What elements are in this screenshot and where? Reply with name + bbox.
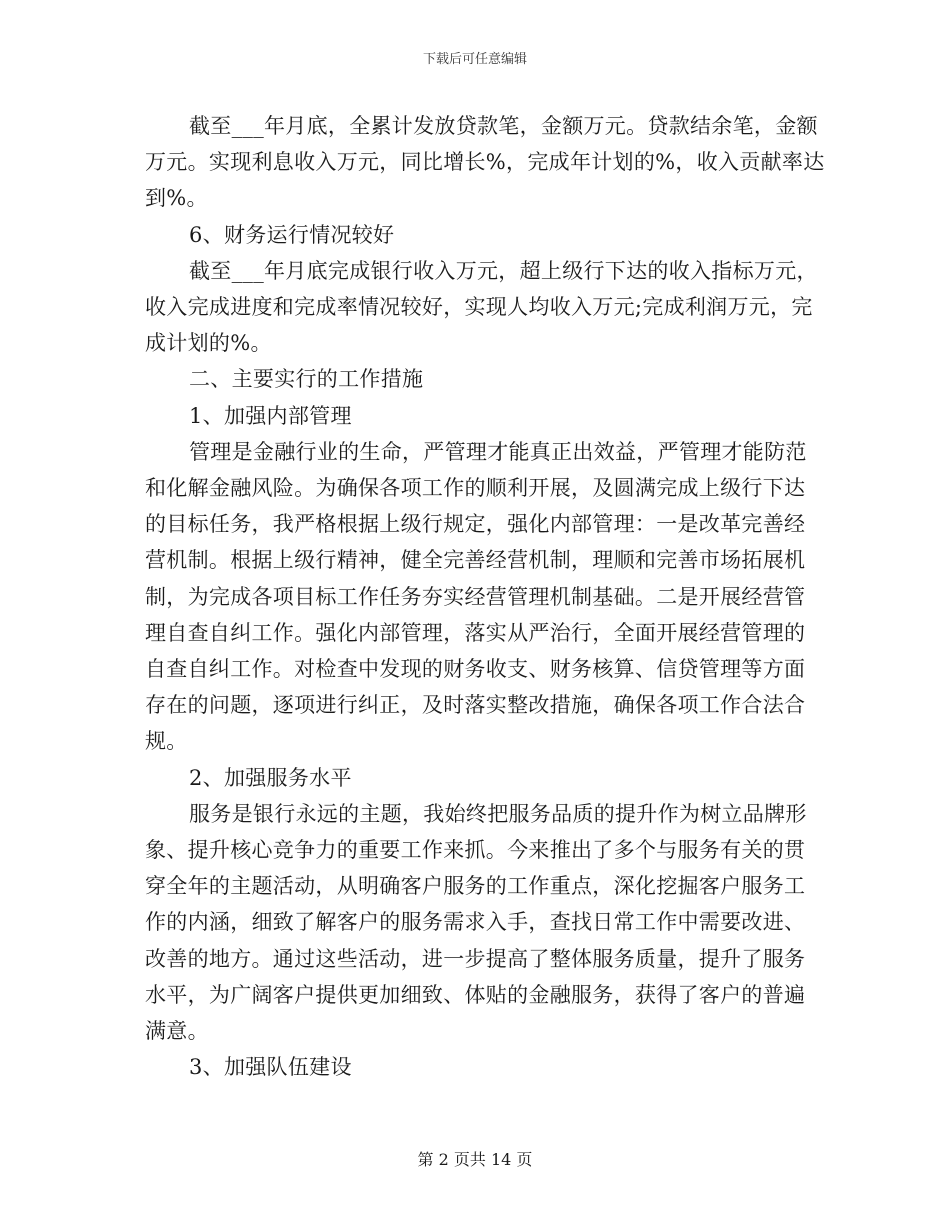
heading-finance-operation: 6、财务运行情况较好 (189, 222, 395, 247)
paragraph-loan-summary: 截至___年月底，全累计发放贷款笔，金额万元。贷款结余笔，金额万元。实现利息收入万元，同比增长%，完成年计划的%，收入贡献率达到%。 (145, 114, 825, 211)
paragraph-finance-summary: 截至___年月底完成银行收入万元，超上级行下达的收入指标万元，收入完成进度和完成率情况较好，实现人均收入万元;完成利润万元，完成计划的%。 (145, 258, 818, 356)
document-body (145, 108, 825, 1085)
heading-internal-management: 1、加强内部管理 (189, 403, 352, 428)
page-number: 第 2 页共 14 页 (417, 1150, 533, 1169)
paragraph-internal-management: 管理是金融行业的生命，严管理才能真正出效益，严管理才能防范和化解金融风险。为确保各项工作的顺利开展，及圆满完成上级行下达的目标任务，我严格根据上级行规定，强化内部管理：一是改革完善经营机制。根据上级行精神，健全完善经营机制，理顺和完善市场拓展机制，为完成各项目标工作任务夯实经营管理机制基础。二是开展经营管理自查自纠工作。强化内部管理，落实从严治行，全面开展经营管理的自查自纠工作。对检查中发现的财务收支、财务核算、信贷管理等方面存在的问题，逐项进行纠正，及时落实整改措施，确保各项工作合法合规。 (145, 439, 807, 754)
heading-team-building: 3、加强队伍建设 (189, 1055, 352, 1080)
heading-main-measures: 二、主要实行的工作措施 (189, 367, 424, 392)
heading-service-level: 2、加强服务水平 (189, 765, 352, 790)
page-header: 下载后可任意编辑 (422, 52, 527, 67)
paragraph-service-level: 服务是银行永远的主题，我始终把服务品质的提升作为树立品牌形象、提升核心竞争力的重要工作来抓。今来推出了多个与服务有关的贯穿全年的主题活动，从明确客户服务的工作重点，深化挖掘客户服务工作的内涵，细致了解客户的服务需求入手，查找日常工作中需要改进、改善的地方。通过这些活动，进一步提高了整体服务质量，提升了服务水平，为广阔客户提供更加细致、体贴的金融服务，获得了客户的普遍满意。 (145, 801, 807, 1044)
